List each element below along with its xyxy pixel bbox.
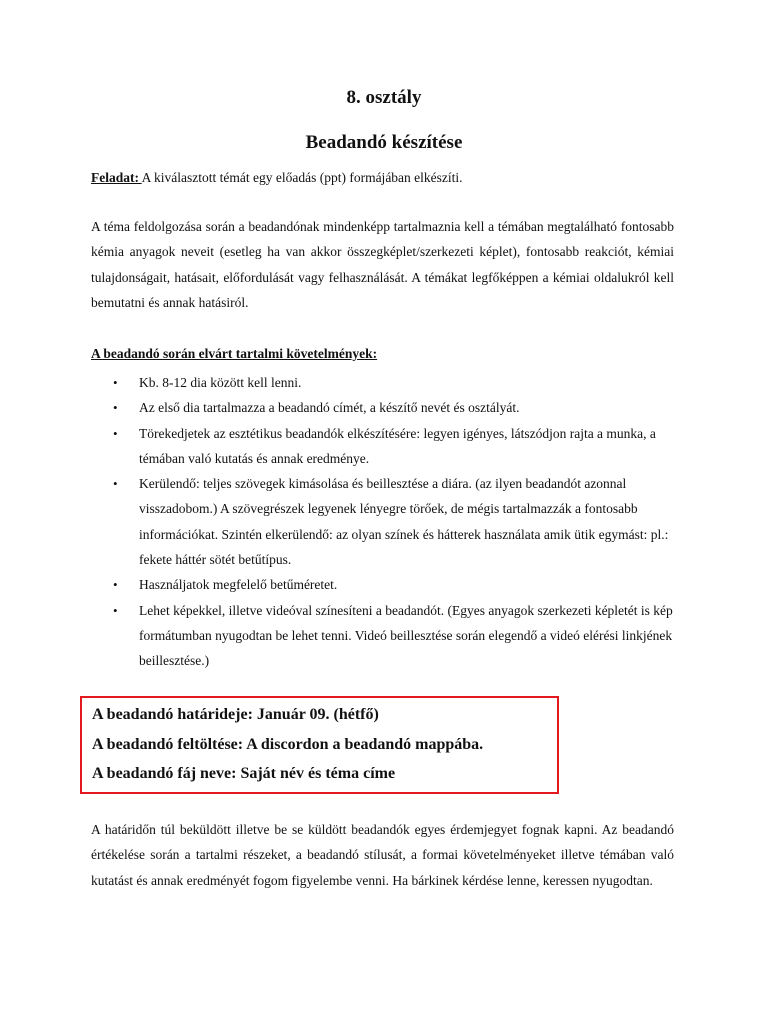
list-item xyxy=(91,598,681,674)
bullet-icon: • xyxy=(113,577,118,593)
list-item xyxy=(91,572,681,597)
page-title: Beadandó készítése xyxy=(305,132,463,153)
requirement-text: Az első dia tartalmazza a beadandó címét, a készítő nevét és osztályát. xyxy=(139,400,520,416)
intro-paragraph: A téma feldolgozása során a beadandónak mindenképp tartalmaznia kell a témában megtalálható fontosabb kémia anyagok neveit (esetleg ha van akkor összegképlet/szerkezeti képlet), fontosabb reakciót, kémiai tulajdonságait, hatásait, előfordulását vagy felhasználását. A témákat legfőképpen a kémiai oldalukról kell bemutatni és annak hatásiról. xyxy=(91,219,674,310)
requirement-text: Törekedjetek az esztétikus beadandók elkészítésére: legyen igényes, látszódjon rajta a munka, a témában való kutatás és annak eredménye. xyxy=(139,425,656,466)
requirements-heading: A beadandó során elvárt tartalmi követelmények: xyxy=(91,346,378,361)
highlight-box xyxy=(80,696,559,794)
list-item xyxy=(91,395,681,420)
upload-line: A beadandó feltöltése: A discordon a beadandó mappába. xyxy=(92,736,484,753)
filename-line: A beadandó fáj neve: Saját név és téma címe xyxy=(92,765,396,782)
requirements-list xyxy=(91,370,681,674)
bullet-icon: • xyxy=(113,375,118,390)
bullet-icon: • xyxy=(113,476,118,492)
requirement-text: Kerülendő: teljes szövegek kimásolása és beillesztése a diára. (az ilyen beadandót azonnal visszadobom.) A szövegrészek legyenek lényegre törőek, de mégis tartalmazzák a fontosabb információkat. Szintén elkerülendő: az olyan színek és hátterek használata amik ütik egymást: pl.: fekete háttér sötét betűtípus. xyxy=(139,476,669,568)
requirement-text: Lehet képekkel, illetve videóval színesíteni a beadandót. (Egyes anyagok szerkezeti képletét is kép formátumban nyugodtan be lehet tenni. Videó beillesztése során elegendő a videó elérési linkjének beillesztése.) xyxy=(139,602,673,669)
grade-heading: 8. osztály xyxy=(346,87,422,108)
list-item xyxy=(91,370,681,395)
task-label: Feladat: xyxy=(91,170,139,185)
bullet-icon: • xyxy=(113,400,118,416)
task-line xyxy=(91,170,463,186)
requirement-text: Használjatok megfelelő betűméretet. xyxy=(139,577,338,593)
list-item xyxy=(91,421,681,472)
bullet-icon: • xyxy=(113,602,118,618)
deadline-line: A beadandó határideje: Január 09. (hétfő) xyxy=(92,706,379,723)
bullet-icon: • xyxy=(113,425,118,441)
closing-paragraph: A határidőn túl beküldött illetve be se küldött beadandók egyes érdemjegyet fognak kapni. Az beadandó értékelése során a tartalmi részeket, a beadandó stílusát, a formai követelményeket illetve témában való kutatást és annak eredményét fogom figyelembe venni. Ha bárkinek kérdése lenne, keressen nyugodtan. xyxy=(91,822,674,888)
list-item xyxy=(91,471,681,572)
task-text: A kiválasztott témát egy előadás (ppt) formájában elkészíti. xyxy=(141,170,463,185)
requirement-text: Kb. 8-12 dia között kell lenni. xyxy=(139,375,302,390)
